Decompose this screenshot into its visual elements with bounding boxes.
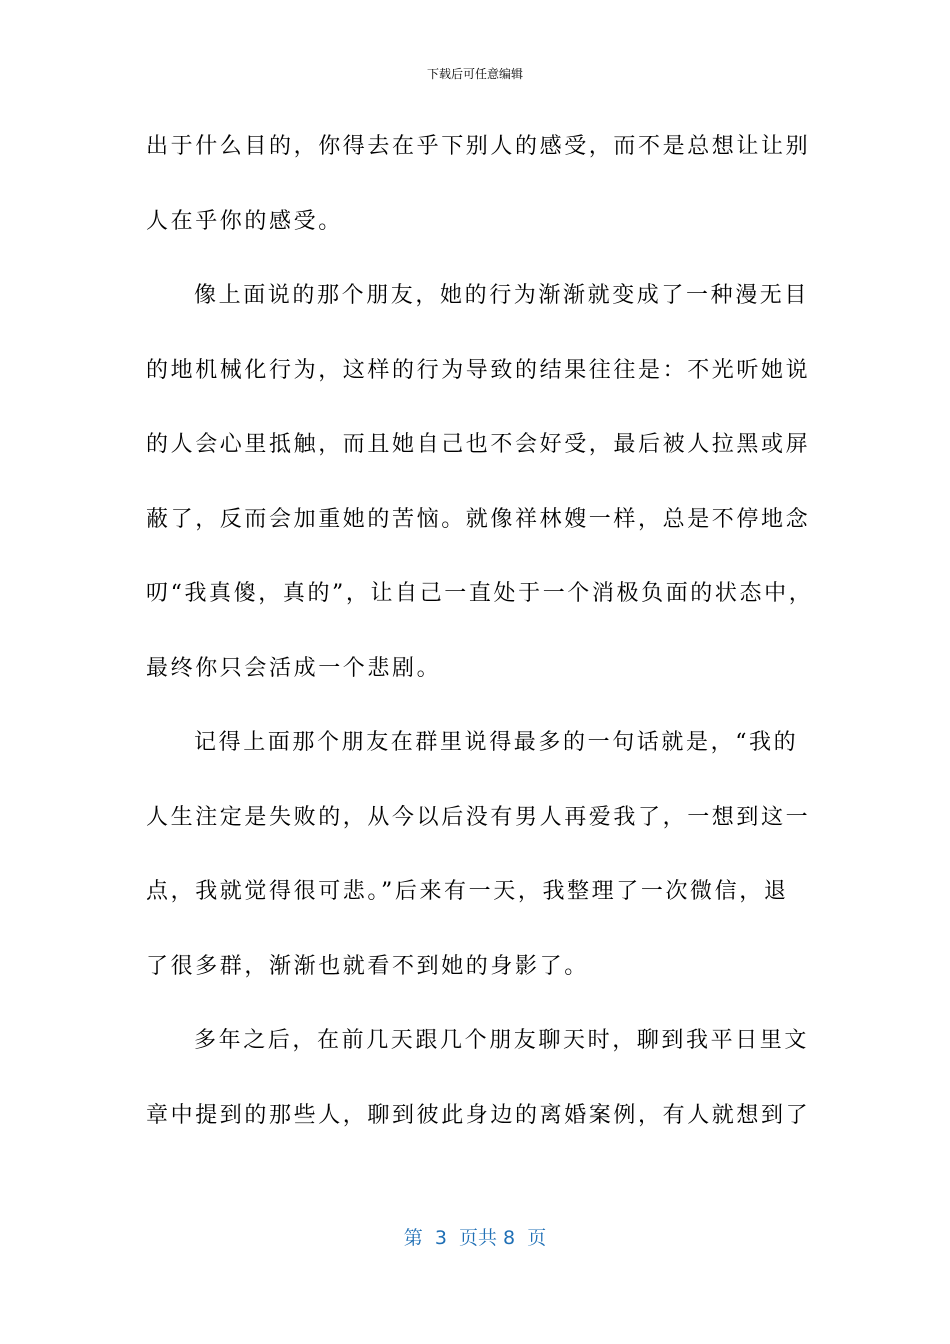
text-line: 的人会心里抵触，而且她自己也不会好受，最后被人拉黑或屏 xyxy=(146,432,811,457)
text-line: 章中提到的那些人，聊到彼此身边的离婚案例，有人就想到了 xyxy=(146,1102,811,1128)
text-line: 了很多群，渐渐也就看不到她的身影了。 xyxy=(146,953,589,979)
text-line: 最终你只会活成一个悲剧。 xyxy=(146,655,442,681)
text-line: 人生注定是失败的，从今以后没有男人再爱我了，一想到这一 xyxy=(146,804,811,830)
text-line: 叨“我真傻，真的”，让自己一直处于一个消极负面的状态中， xyxy=(146,581,814,606)
document-body xyxy=(146,110,814,1153)
text-line: 蔽了，反而会加重她的苦恼。就像祥林嫂一样，总是不停地念 xyxy=(146,506,811,532)
text-line: 点，我就觉得很可悲。”后来有一天，我整理了一次微信，退 xyxy=(146,879,789,904)
text-line: 人在乎你的感受。 xyxy=(146,208,343,234)
paragraph-first-line: 像上面说的那个朋友，她的行为渐渐就变成了一种漫无目 xyxy=(194,283,810,308)
paragraph-first-line: 多年之后，在前几天跟几个朋友聊天时，聊到我平日里文 xyxy=(194,1028,810,1053)
page-header: 下载后可任意编辑 xyxy=(426,67,523,81)
text-line: 的地机械化行为，这样的行为导致的结果往往是：不光听她说 xyxy=(146,357,811,383)
text-line: 出于什么目的，你得去在乎下别人的感受，而不是总想让让别 xyxy=(146,134,811,159)
page-number-footer: 第 3 页共 8 页 xyxy=(403,1227,547,1249)
paragraph-first-line: 记得上面那个朋友在群里说得最多的一句话就是，“我的 xyxy=(194,730,799,755)
